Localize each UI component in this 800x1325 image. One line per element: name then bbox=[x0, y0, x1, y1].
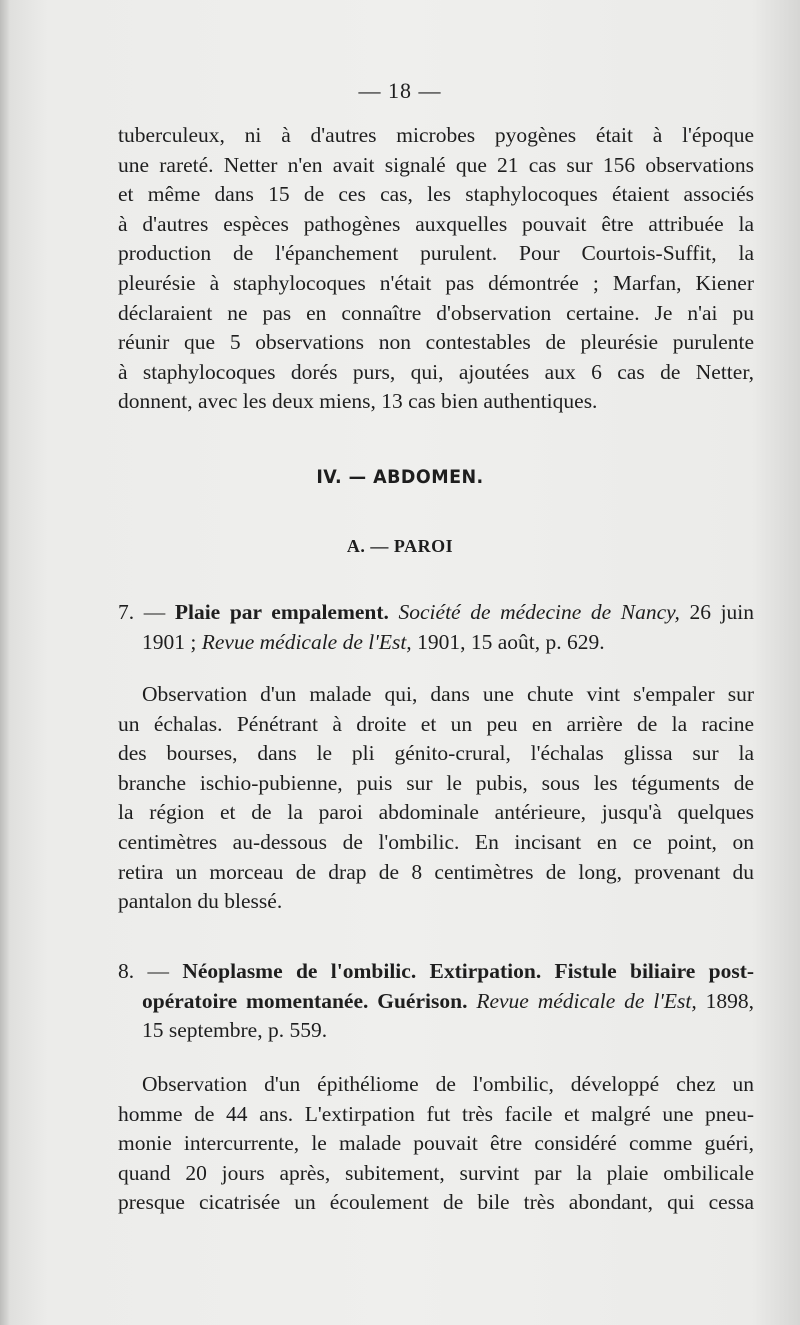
text-line: pleurésie à staphylocoques n'était pas démontrée ; Marfan, Kiener bbox=[118, 270, 754, 295]
entry-title: Plaie par empalement. bbox=[174, 600, 389, 624]
entry-title: Néoplasme de l'ombilic. Extirpation. Fistule biliaire post- bbox=[182, 959, 755, 983]
entry-8-title bbox=[118, 957, 754, 1046]
text-line: réunir que 5 observations non contestables de pleurésie purulente bbox=[118, 330, 754, 355]
page-number: — 18 — bbox=[358, 78, 442, 103]
text-line: la région et de la paroi abdominale antérieure, jusqu'à quelques bbox=[118, 800, 754, 825]
section-heading: IV. — ABDOMEN. bbox=[316, 466, 484, 488]
text-line: déclaraient ne pas en connaître d'observation certaine. Je n'ai pu bbox=[118, 300, 754, 325]
text-line: retira un morceau de drap de 8 centimètres de long, provenant du bbox=[118, 859, 754, 884]
entry-source: Revue médicale de l'Est, bbox=[201, 629, 412, 654]
text-line: quand 20 jours après, subitement, survint par la plaie ombilicale bbox=[118, 1160, 754, 1185]
text-line: tuberculeux, ni à d'autres microbes pyogènes était à l'époque bbox=[118, 123, 754, 147]
entry-8-line-1 bbox=[118, 957, 754, 987]
entry-7-line-1 bbox=[118, 598, 754, 628]
text-line: Observation d'un malade qui, dans une chute vint s'empaler sur bbox=[142, 682, 754, 706]
text-line: branche ischio-pubienne, puis sur le pubis, sous les téguments de bbox=[118, 770, 754, 795]
text-line: Observation d'un épithéliome de l'ombilic, développé chez un bbox=[142, 1072, 754, 1096]
subsection-heading: A. — PAROI bbox=[346, 536, 454, 556]
text-line: à staphylocoques dorés purs, qui, ajoutées aux 6 cas de Netter, bbox=[118, 359, 754, 384]
entry-7-title bbox=[118, 598, 754, 657]
entry-8-line-2 bbox=[118, 987, 754, 1017]
entry-7-line-2 bbox=[118, 628, 754, 658]
text-line: des bourses, dans le pli génito-crural, l'échalas glissa sur la bbox=[118, 741, 754, 766]
entry-8-line-3: 15 septembre, p. 559. bbox=[142, 1018, 328, 1043]
text-line: production de l'épanchement purulent. Pour Courtois-Suffit, la bbox=[118, 241, 754, 266]
text-line: pantalon du blessé. bbox=[118, 889, 283, 914]
entry-year: 1898, bbox=[705, 988, 755, 1013]
entry-title: opératoire momentanée. Guérison. bbox=[142, 988, 468, 1013]
text-line: à d'autres espèces pathogènes auxquelles pouvait être attribuée la bbox=[118, 211, 754, 236]
entry-date: 26 juin bbox=[689, 600, 755, 624]
text-line: une rareté. Netter n'en avait signalé que 21 cas sur 156 observations bbox=[118, 152, 754, 177]
paragraph-empalement bbox=[118, 680, 754, 917]
entry-source: Société de médecine de Nancy, bbox=[398, 600, 680, 624]
text-line: donnent, avec les deux miens, 13 cas bien authentiques. bbox=[118, 389, 598, 414]
text-line: monie intercurrente, le malade pouvait être considéré comme guéri, bbox=[118, 1131, 754, 1156]
entry-number: 7. — bbox=[118, 600, 166, 624]
text-line: et même dans 15 de ces cas, les staphylocoques étaient associés bbox=[118, 182, 754, 207]
entry-number: 8. — bbox=[118, 959, 169, 983]
paragraph-pleuresie bbox=[118, 121, 754, 417]
text-line: centimètres au-dessous de l'ombilic. En incisant en ce point, on bbox=[118, 829, 754, 854]
text-line: presque cicatrisée un écoulement de bile très abondant, qui cessa bbox=[118, 1190, 754, 1215]
entry-year: 1901 ; bbox=[142, 629, 197, 654]
entry-ref: 1901, 15 août, p. 629. bbox=[417, 629, 605, 654]
text-line: homme de 44 ans. L'extirpation fut très facile et malgré une pneu- bbox=[118, 1101, 754, 1126]
text-line: un échalas. Pénétrant à droite et un peu en arrière de la racine bbox=[118, 711, 754, 736]
entry-source: Revue médicale de l'Est, bbox=[476, 988, 697, 1013]
paragraph-neoplasme bbox=[118, 1070, 754, 1218]
